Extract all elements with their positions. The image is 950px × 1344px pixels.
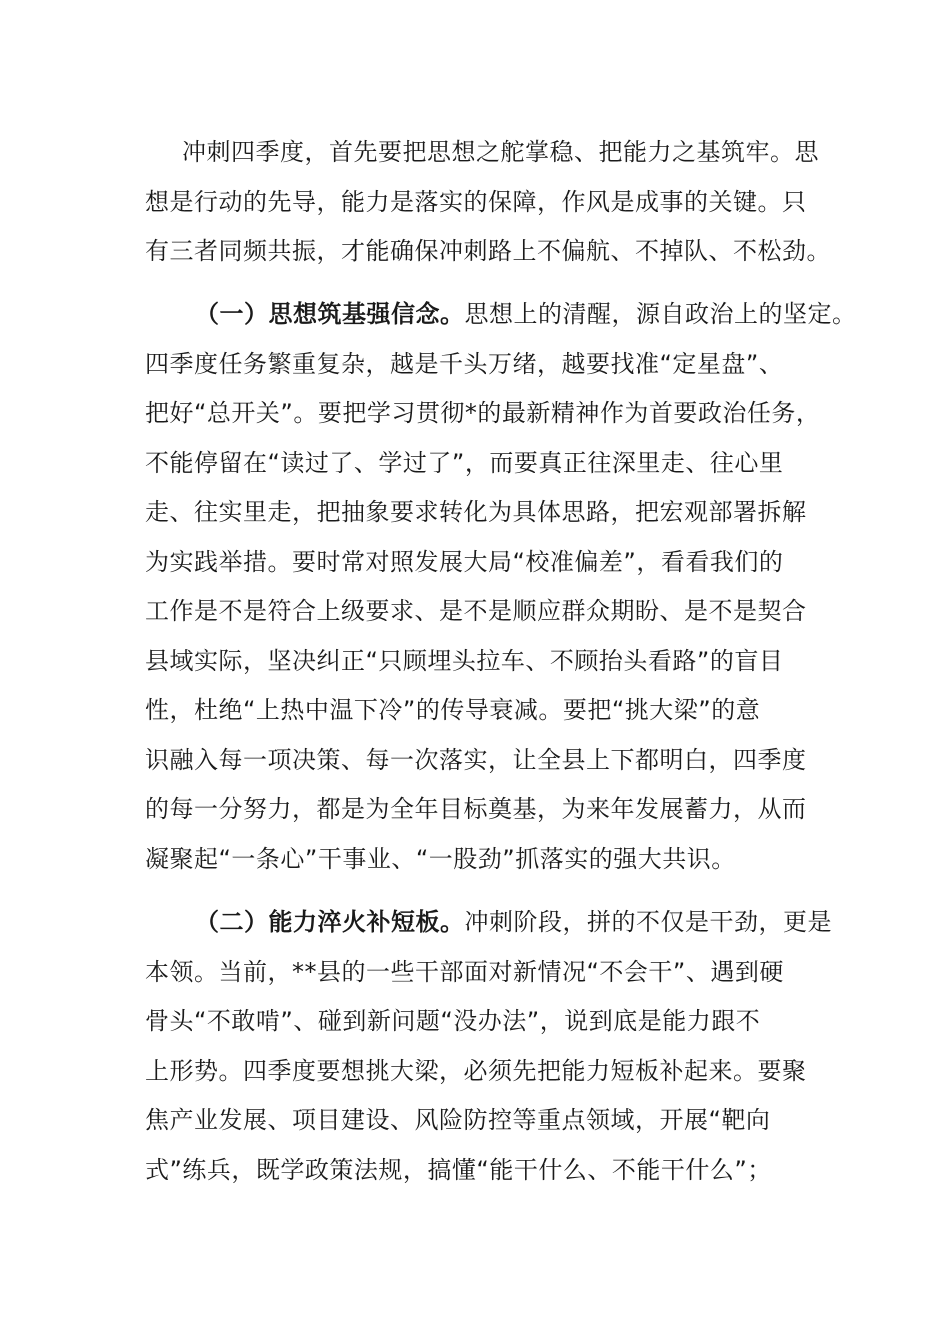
text-line: 走、往实里走，把抽象要求转化为具体思路，把宏观部署拆解 <box>145 498 807 526</box>
text-line: 四季度任务繁重复杂，越是千头万绪，越要找准“定星盘”、 <box>145 349 784 378</box>
text-line: 冲刺四季度，首先要把思想之舵掌稳、把能力之基筑牢。思 <box>182 138 819 166</box>
section-two-paragraph <box>145 898 832 1195</box>
text-line <box>145 290 857 340</box>
text-line: 焦产业发展、项目建设、风险防控等重点领域，开展“靶向 <box>145 1106 771 1134</box>
text-line: 为实践举措。要时常对照发展大局“校准偏差”，看看我们的 <box>145 547 784 576</box>
section-one-paragraph <box>145 290 857 884</box>
text-line: 本领。当前，**县的一些干部面对新情况“不会干”、遇到硬 <box>145 957 784 986</box>
text-line: 想是行动的先导，能力是落实的保障，作风是成事的关键。只 <box>145 187 807 216</box>
text-line: 县域实际，坚决纠正“只顾埋头拉车、不顾抬头看路”的盲目 <box>145 646 784 675</box>
section-heading: （一）思想筑基强信念。 <box>195 300 465 328</box>
text-line: 工作是不是符合上级要求、是不是顺应群众期盼、是不是契合 <box>145 597 807 625</box>
text-line: 骨头“不敢啃”、碰到新问题“没办法”，说到底是能力跟不 <box>145 1007 761 1035</box>
text-line: 凝聚起“一条心”干事业、“一股劲”抓落实的强大共识。 <box>145 844 736 873</box>
text-line: 不能停留在“读过了、学过了”，而要真正往深里走、往心里 <box>145 448 784 477</box>
text-line <box>145 898 832 948</box>
heading-continuation: 思想上的清醒，源自政治上的坚定。 <box>464 300 857 328</box>
text-line: 识融入每一项决策、每一次落实，让全县上下都明白，四季度 <box>145 745 807 774</box>
text-line: 把好“总开关”。要把学习贯彻*的最新精神作为首要政治任务， <box>145 399 821 427</box>
heading-continuation: 冲刺阶段，拼的不仅是干劲，更是 <box>464 908 832 936</box>
intro-paragraph <box>145 128 831 277</box>
text-line: 式”练兵，既学政策法规，搞懂“能干什么、不能干什么”； <box>145 1155 772 1184</box>
text-line: 有三者同频共振，才能确保冲刺路上不偏航、不掉队、不松劲。 <box>145 237 831 265</box>
text-line: 性，杜绝“上热中温下冷”的传导衰减。要把“挑大梁”的意 <box>145 696 761 724</box>
text-line: 的每一分努力，都是为全年目标奠基，为来年发展蓄力，从而 <box>145 795 807 823</box>
section-heading: （二）能力淬火补短板。 <box>195 908 465 936</box>
text-line: 上形势。四季度要想挑大梁，必须先把能力短板补起来。要聚 <box>145 1056 807 1085</box>
